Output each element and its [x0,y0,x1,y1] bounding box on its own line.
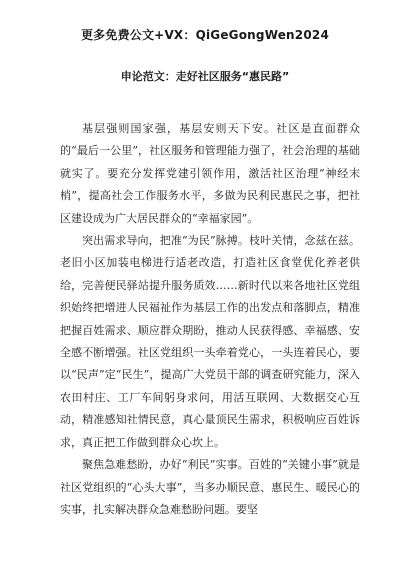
page-header: 更多免费公文+VX：QiGeGongWen2024 [80,28,329,42]
document-title: 申论范文：走好社区服务“惠民路” [120,70,290,83]
paragraph-3: 聚焦急难愁盼，办好“利民”实事。百姓的“关键小事”就是社区党组织的“心头大事”，当多办顺民意、惠民生、暖民心的实事，扎实解决群众急难愁盼问题。要坚 [60,458,360,516]
document-body [60,118,360,521]
paragraph-2: 突出需求导向，把准“为民”脉搏。枝叶关情，念兹在兹。老旧小区加装电梯进行适老改造，打造社区食堂优化养老供给，完善便民驿站提升服务质效……新时代以来各地社区党组织始终把增进人民福祉作为基层工作的出发点和落脚点，精准把握百姓需求、顺应群众期盼，推动人民获得感、幸福感、安全感不断增强。社区党组织一头牵着党心，一头连着民心，要以“民声”定“民生”，提高广大党员干部的调查研究能力，深入农田村庄、工厂车间躬身求问，用活互联网、大数据交心互动，精准感知社情民意，真心量顶民生需求，积极响应百姓诉求，真正把工作做到群众心坎上。 [60,234,360,449]
paragraph-1: 基层强则国家强，基层安则天下安。社区是直面群众的“最后一公里”，社区服务和管理能力强了，社会治理的基础就实了。要充分发挥党建引领作用，激活社区治理“神经末梢”，提高社会工作服务水平，多做为民利民惠民之事，把社区建设成为广大居民群众的“幸福家园”。 [60,122,360,225]
